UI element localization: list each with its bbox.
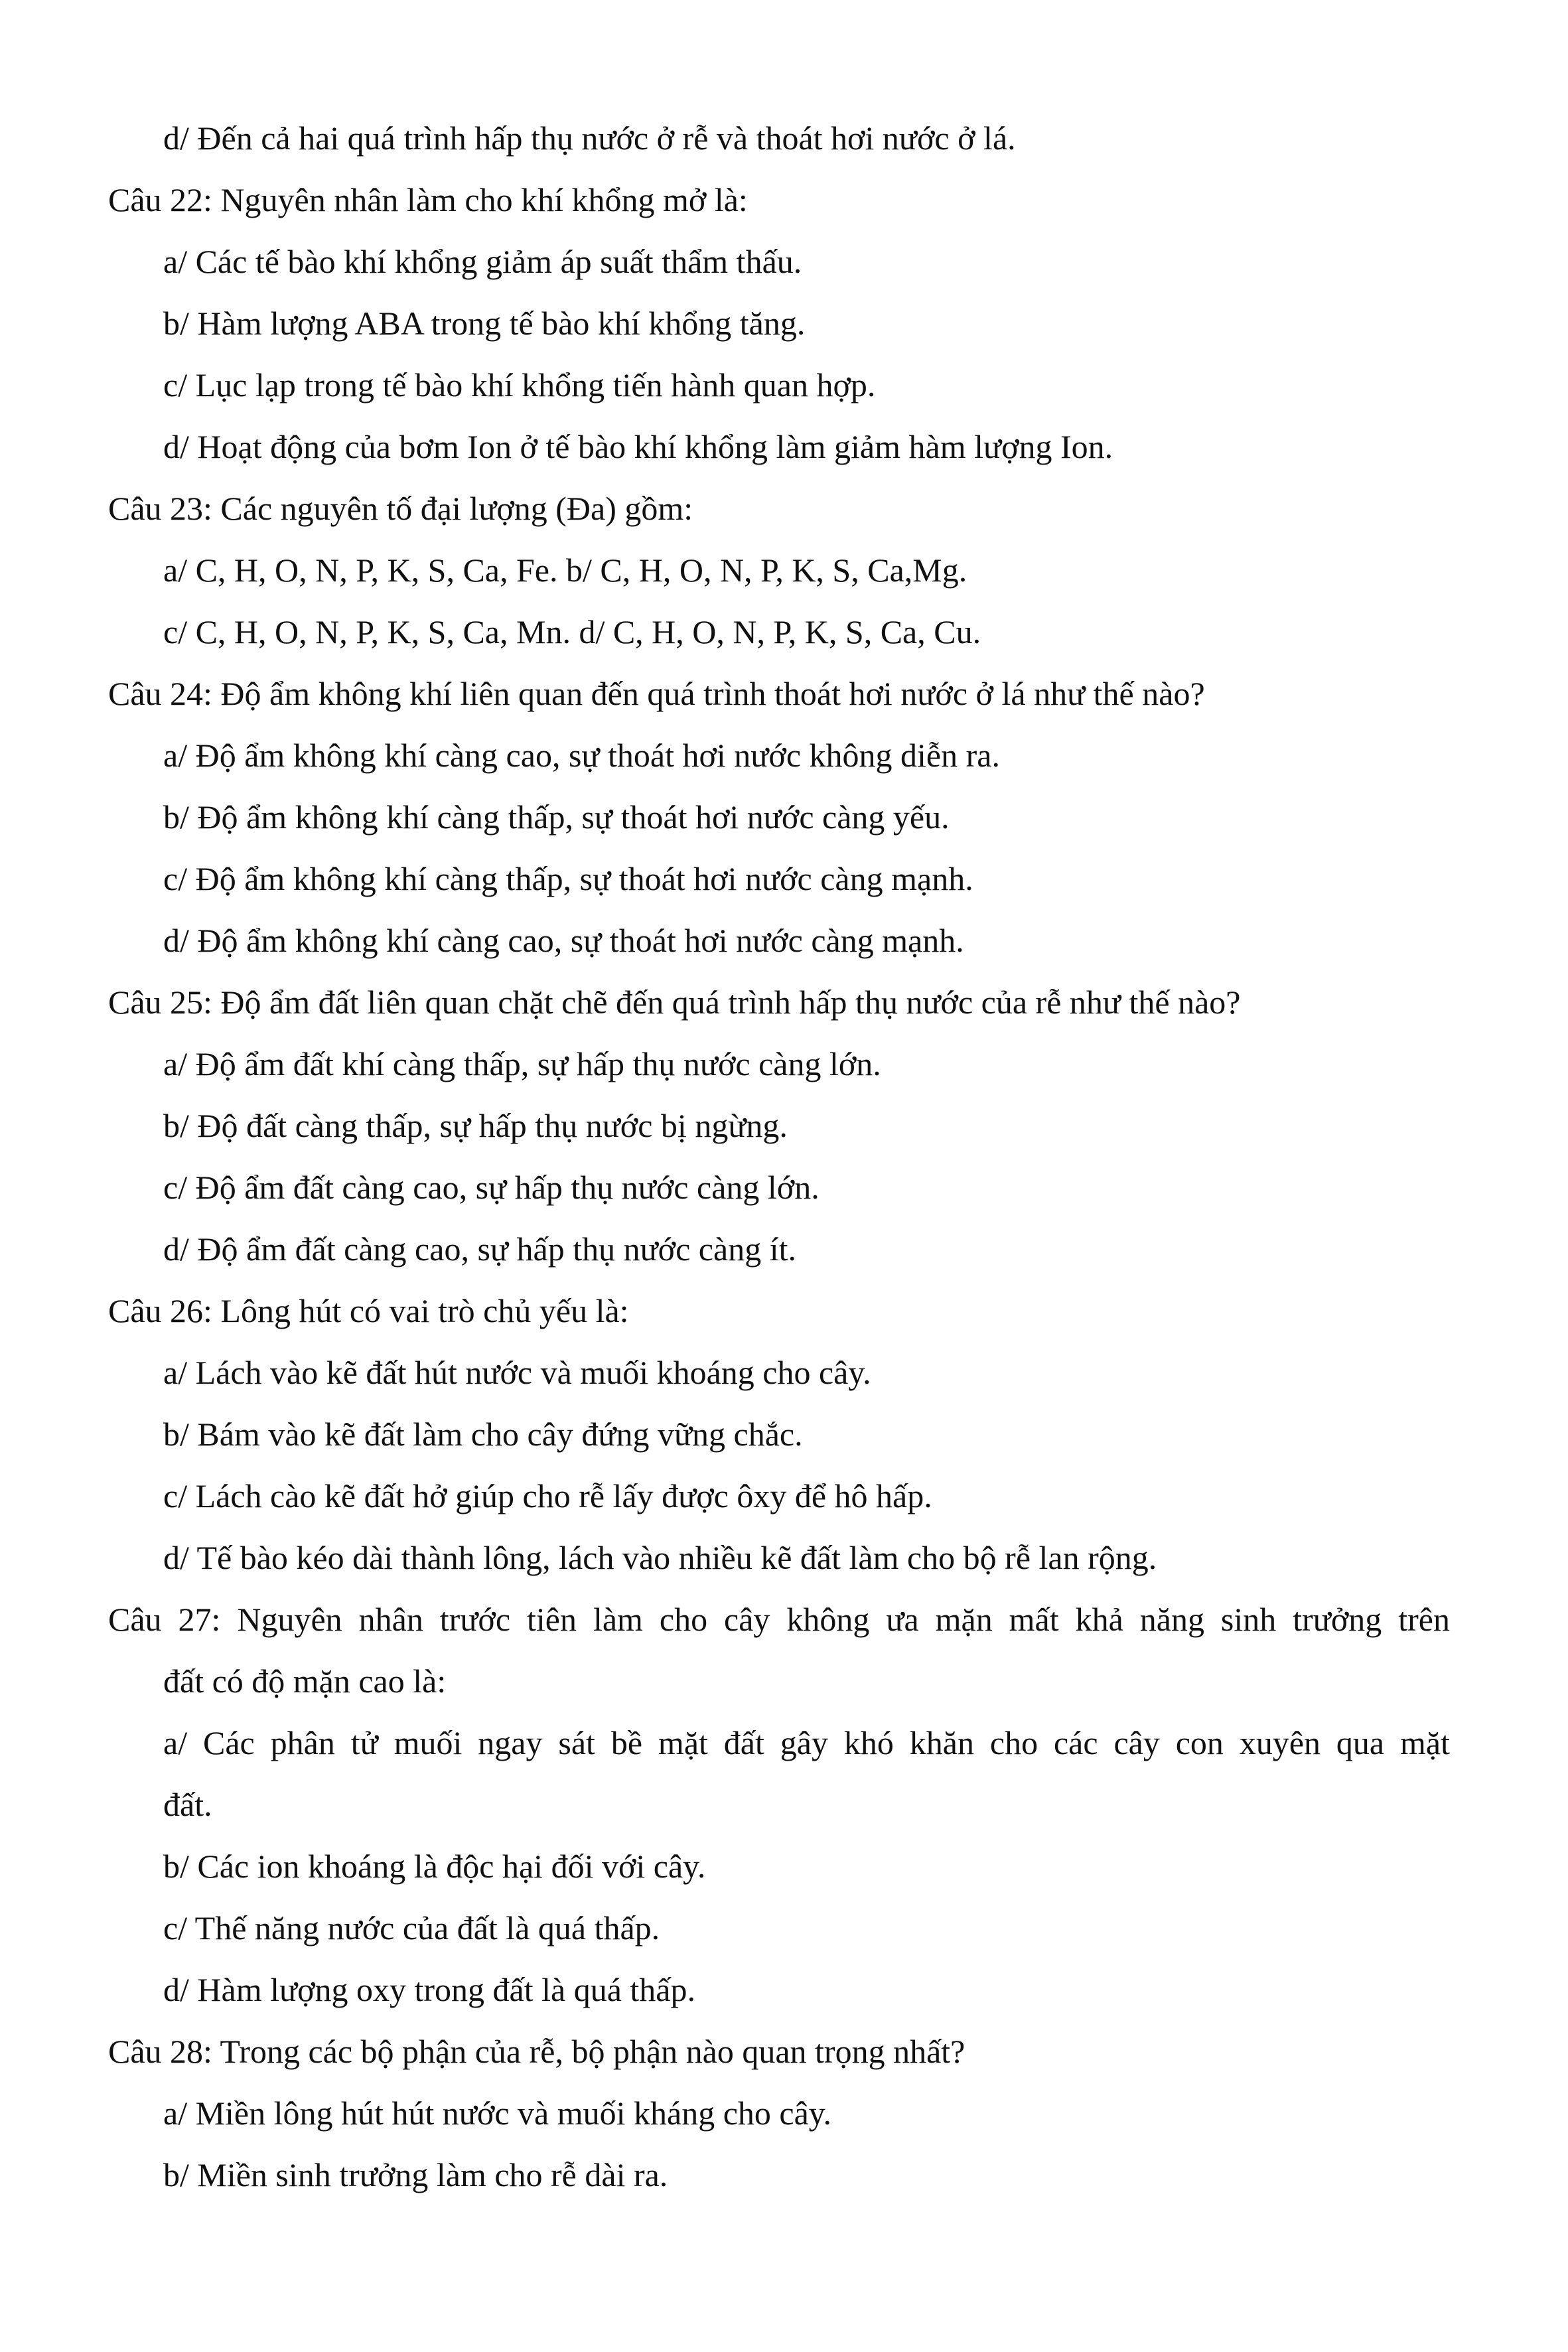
question-line: Câu 25: Độ ẩm đất liên quan chặt chẽ đến quá trình hấp thụ nước của rễ như thế nào? [108,984,1241,1021]
option-continuation: đất. [163,1786,212,1823]
option-line: d/ Hoạt động của bơm Ion ở tế bào khí khổng làm giảm hàm lượng Ion. [163,428,1113,465]
option-line: b/ Hàm lượng ABA trong tế bào khí khổng tăng. [163,305,806,342]
option-line: b/ Các ion khoáng là độc hại đối với cây. [163,1848,706,1885]
option-line: b/ Bám vào kẽ đất làm cho cây đứng vững chắc. [163,1416,803,1453]
option-line: d/ Tế bào kéo dài thành lông, lách vào nhiều kẽ đất làm cho bộ rễ lan rộng. [163,1539,1157,1576]
option-line: b/ Độ đất càng thấp, sự hấp thụ nước bị ngừng. [163,1107,788,1144]
option-line: c/ Độ ẩm đất càng cao, sự hấp thụ nước càng lớn. [163,1169,820,1206]
option-line: a/ Độ ẩm không khí càng cao, sự thoát hơi nước không diễn ra. [163,737,1000,774]
option-line: a/ C, H, O, N, P, K, S, Ca, Fe. b/ C, H, O, N, P, K, S, Ca,Mg. [163,551,967,589]
option-line: b/ Độ ẩm không khí càng thấp, sự thoát hơi nước càng yếu. [163,798,950,836]
option-line: c/ Lục lạp trong tế bào khí khổng tiến hành quan hợp. [163,366,876,404]
option-line: a/ Lách vào kẽ đất hút nước và muối khoáng cho cây. [163,1354,871,1391]
question-line: Câu 22: Nguyên nhân làm cho khí khổng mở là: [108,181,748,218]
option-line: b/ Miền sinh trưởng làm cho rễ dài ra. [163,2156,668,2193]
option-line: d/ Độ ẩm đất càng cao, sự hấp thụ nước càng ít. [163,1230,796,1268]
question-line: Câu 23: Các nguyên tố đại lượng (Đa) gồm: [108,490,693,527]
option-line: a/ Các tế bào khí khổng giảm áp suất thẩm thấu. [163,243,802,280]
option-line: d/ Đến cả hai quá trình hấp thụ nước ở rễ và thoát hơi nước ở lá. [163,119,1016,157]
question-line: Câu 26: Lông hút có vai trò chủ yếu là: [108,1292,629,1329]
question-line: Câu 24: Độ ẩm không khí liên quan đến quá trình thoát hơi nước ở lá như thế nào? [108,675,1205,712]
option-line: a/ Các phân tử muối ngay sát bề mặt đất gây khó khăn cho các cây con xuyên qua mặt [163,1724,1450,1761]
option-line: c/ C, H, O, N, P, K, S, Ca, Mn. d/ C, H, O, N, P, K, S, Ca, Cu. [163,613,981,650]
option-line: c/ Lách cào kẽ đất hở giúp cho rễ lấy được ôxy để hô hấp. [163,1477,932,1514]
option-line: c/ Thế năng nước của đất là quá thấp. [163,1909,660,1947]
option-line: a/ Miền lông hút hút nước và muối kháng cho cây. [163,2095,832,2132]
option-line: a/ Độ ẩm đất khí càng thấp, sự hấp thụ nước càng lớn. [163,1045,881,1082]
question-line: Câu 28: Trong các bộ phận của rễ, bộ phận nào quan trọng nhất? [108,2033,965,2070]
option-line: d/ Hàm lượng oxy trong đất là quá thấp. [163,1971,696,2008]
option-line: c/ Độ ẩm không khí càng thấp, sự thoát hơi nước càng mạnh. [163,860,973,897]
question-line: Câu 27: Nguyên nhân trước tiên làm cho cây không ưa mặn mất khả năng sinh trưởng trên [108,1601,1450,1638]
option-line: d/ Độ ẩm không khí càng cao, sự thoát hơi nước càng mạnh. [163,922,964,959]
question-continuation: đất có độ mặn cao là: [163,1662,447,1700]
